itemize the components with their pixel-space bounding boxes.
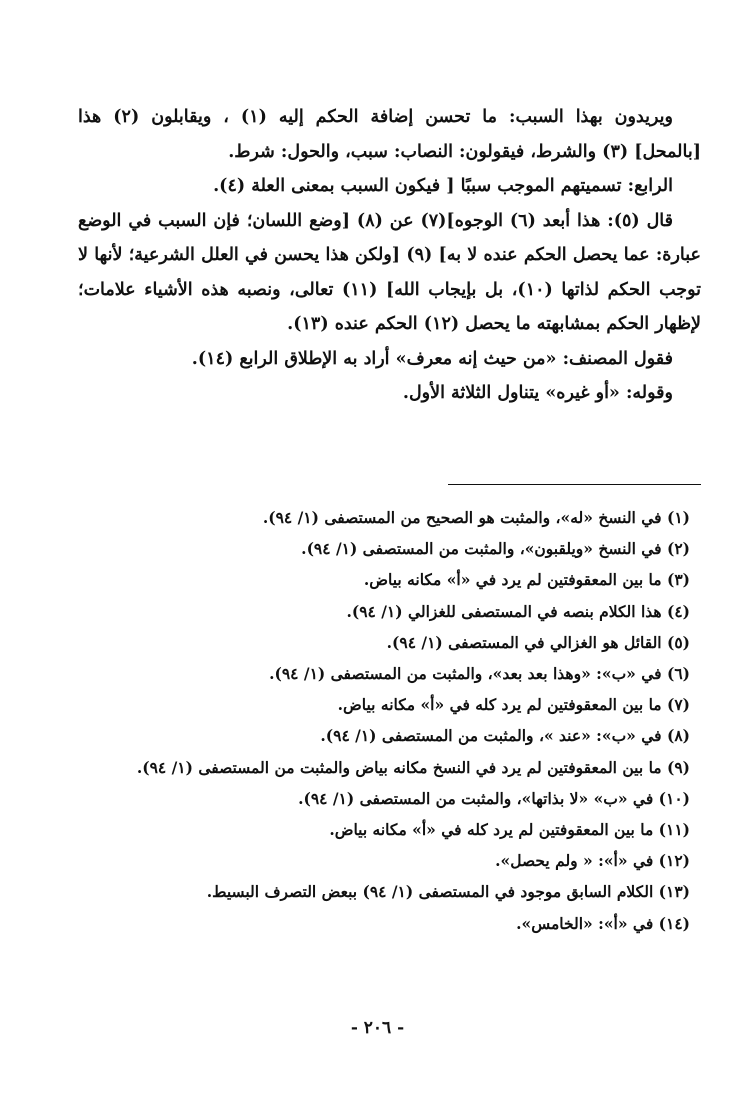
main-text bbox=[78, 100, 701, 411]
paragraph-5: وقوله: «أو غيره» يتناول الثلاثة الأول. bbox=[402, 383, 673, 403]
footnote-divider bbox=[448, 484, 701, 485]
paragraph-2: الرابع: تسميتهم الموجب سببًا [ فيكون السبب بمعنى العلة (٤). bbox=[213, 176, 673, 196]
footnote-8: (٨) في «ب»: «عند »، والمثبت من المستصفى (١/ ٩٤). bbox=[320, 726, 690, 746]
footnote-11: (١١) ما بين المعقوفتين لم يرد كله في «أ» مكانه بياض. bbox=[329, 820, 690, 840]
footnotes bbox=[78, 502, 690, 939]
paragraph-3: قال (٥): هذا أبعد (٦) الوجوه](٧) عن (٨) [وضع اللسان؛ فإن السبب في الوضع عبارة: عما يحصل الحكم عنده لا به] (٩) [ولكن هذا يحسن في العلل الشرعية؛ لأنها لا توجب الحكم لذاتها (١٠)، بل بإيجاب الله] (١١) تعالى، ونصبه هذه الأشياء علامات؛ لإظهار الحكم بمشابهته ما يحصل (١٢) الحكم عنده (١٣). bbox=[78, 210, 702, 334]
page-number: - ٢٠٦ - bbox=[350, 1018, 405, 1038]
footnote-6: (٦) في «ب»: «وهذا بعد بعد»، والمثبت من المستصفى (١/ ٩٤). bbox=[269, 664, 690, 684]
footnote-3: (٣) ما بين المعقوفتين لم يرد في «أ» مكانه بياض. bbox=[363, 570, 690, 590]
footnote-1: (١) في النسخ «له»، والمثبت هو الصحيح من المستصفى (١/ ٩٤). bbox=[262, 508, 690, 527]
footnote-2: (٢) في النسخ «ويلقبون»، والمثبت من المستصفى (١/ ٩٤). bbox=[301, 539, 690, 559]
footnote-4: (٤) هذا الكلام بنصه في المستصفى للغزالي (١/ ٩٤). bbox=[346, 601, 690, 621]
footnote-12: (١٢) في «أ»: « ولم يحصل». bbox=[495, 851, 690, 871]
footnote-9: (٩) ما بين المعقوفتين لم يرد في النسخ مكانه بياض والمثبت من المستصفى (١/ ٩٤). bbox=[136, 757, 690, 777]
footnote-7: (٧) ما بين المعقوفتين لم يرد كله في «أ» مكانه بياض. bbox=[337, 695, 690, 715]
footnote-14: (١٤) في «أ»: «الخامس». bbox=[516, 913, 690, 933]
paragraph-4: فقول المصنف: «من حيث إنه معرف» أراد به الإطلاق الرابع (١٤). bbox=[191, 348, 673, 369]
paragraph-1: ويريدون بهذا السبب: ما تحسن إضافة الحكم إليه (١) ، ويقابلون (٢) هذا [بالمحل] (٣) والشرط، فيقولون: النصاب: سبب، والحول: شرط. bbox=[78, 107, 701, 162]
footnote-10: (١٠) في «ب» «لا بذاتها»، والمثبت من المستصفى (١/ ٩٤). bbox=[298, 788, 690, 808]
footnote-13: (١٣) الكلام السابق موجود في المستصفى (١/ ٩٤) ببعض التصرف البسيط. bbox=[206, 882, 690, 902]
footnote-5: (٥) القائل هو الغزالي في المستصفى (١/ ٩٤). bbox=[386, 632, 690, 652]
